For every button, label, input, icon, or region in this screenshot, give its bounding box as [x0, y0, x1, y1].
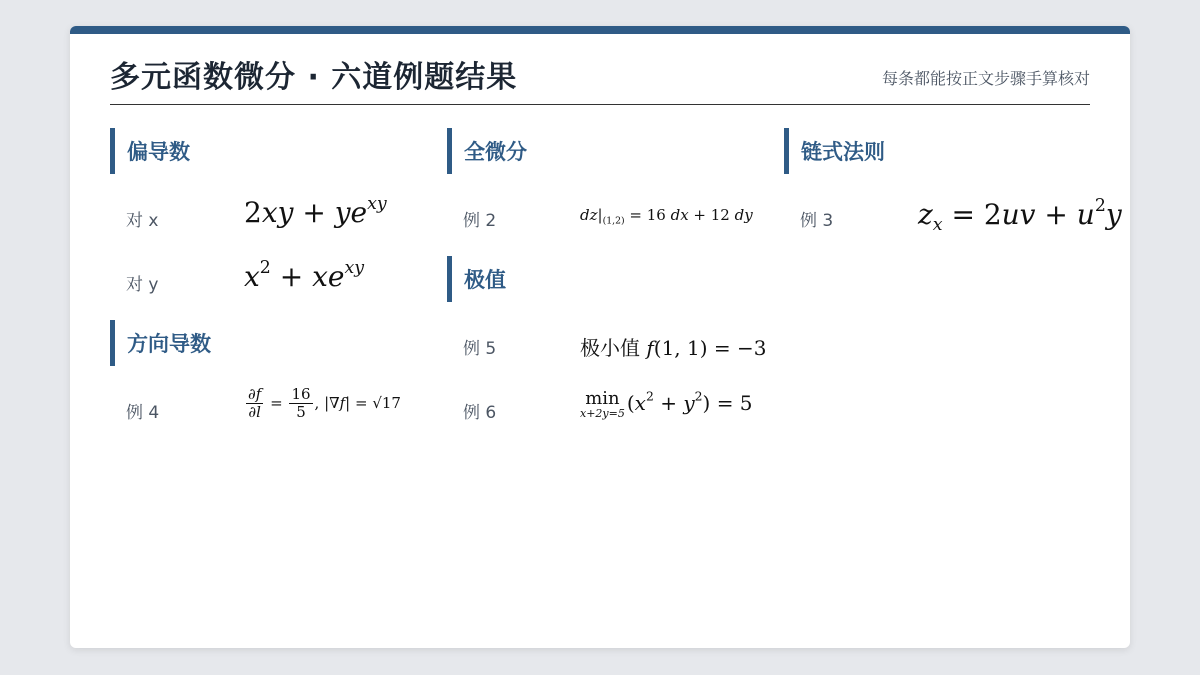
section-extrema	[447, 256, 506, 302]
section-heading: 链式法则	[801, 140, 885, 164]
header	[110, 48, 1090, 105]
formula-partial-x: $2xy + ye^{xy}$	[244, 193, 387, 229]
page-subtitle: 每条都能按正文步骤手算核对	[881, 69, 1090, 88]
section-total-differential	[447, 128, 527, 174]
row-label-partial-y: 对 y	[126, 275, 159, 295]
formula-constrained-min: min x+2y=5 $(x^2 + y^2) = 5$	[580, 388, 753, 420]
formula-chain-rule: $z_x = 2uv + u^2y$	[918, 195, 1122, 236]
section-heading: 方向导数	[127, 332, 211, 356]
section-partial-derivative	[110, 128, 190, 174]
formula-extremum-min: 极小值 f(1, 1) = −3	[580, 336, 767, 360]
slide-card	[70, 26, 1130, 648]
section-directional-derivative	[110, 320, 211, 366]
section-chain-rule	[784, 128, 885, 174]
section-heading: 极值	[464, 268, 506, 292]
row-label-example-6: 例 6	[463, 403, 497, 423]
accent-bar	[70, 26, 1130, 34]
extremum-prefix: 极小值	[580, 336, 640, 360]
row-label-example-4: 例 4	[126, 403, 160, 423]
section-heading: 偏导数	[127, 140, 190, 164]
formula-total-differential: $dz|_{(1,2)} = 16$ dx + 12 dy	[580, 206, 753, 227]
row-label-example-5: 例 5	[463, 339, 497, 359]
section-heading: 全微分	[464, 140, 527, 164]
page-title: 多元函数微分 · 六道例题结果	[110, 60, 518, 95]
formula-partial-y: $x^2 + xe^{xy}$	[244, 257, 365, 293]
row-label-example-2: 例 2	[463, 211, 497, 231]
row-label-example-3: 例 3	[800, 211, 834, 231]
formula-directional-derivative: $\frac{\partial f}{\partial l}$ = $\frac{16}{5}$ , |∇f| = √17	[248, 385, 401, 422]
row-label-partial-x: 对 x	[126, 211, 159, 231]
